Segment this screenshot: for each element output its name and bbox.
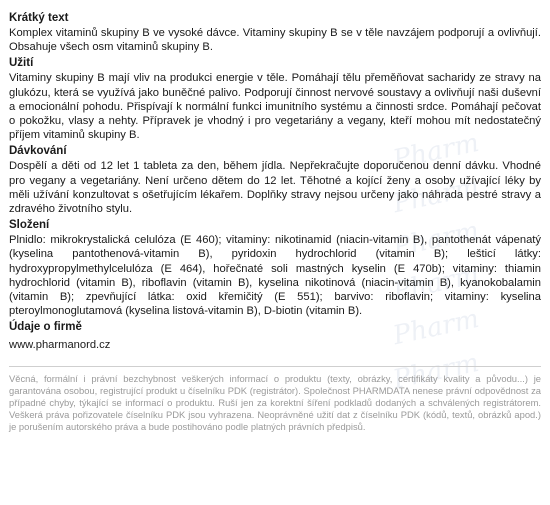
section-short-text (9, 11, 541, 54)
company-website-link[interactable]: www.pharmanord.cz (9, 339, 111, 352)
section-company (9, 320, 541, 352)
section-body: Komplex vitaminů skupiny B ve vysoké dávce. Vitaminy skupiny B se v těle navzájem podporují a ovlivňují. Obsahuje všech osm vitaminů skupiny B. (9, 27, 541, 54)
product-info (9, 11, 541, 433)
section-heading: Krátký text (9, 12, 69, 24)
section-body: Vitaminy skupiny B mají vliv na produkci energie v těle. Pomáhají tělu přeměňovat sacharidy ze stravy na glukózu, která se využívá jako buněčné palivo. Podporují činnost nervové soustavy a ovlivňují naši duševní a emocionální pohodu. Přispívají k normální funkci imunitního systému a činnosti srdce. Pomáhají pečovat o pokožku, vlasy a nehty. Přípravek je vhodný i pro vegetariány a vegany, kteří mohou mít nedostatečný příjem vitaminů skupiny B. (9, 72, 541, 142)
disclaimer-text: Věcná, formální i právní bezchybnost veškerých informací o produktu (texty, obrázky, certifikáty kvality a původu...) je garantována osobou, registrující produkt u číselníku PDK (registrátor). Společnost PHARMDATA nenese právní odpovědnost za případné chyby, týkající se informací o produktu. Ruší jen za korektní šíření podkladů dodaných a schválených registrátorem. Veškerá práva pořizovatele číselníku PDK jsou vyhrazena. Neoprávněné užití dat z číselníku PDK (kódů, textů, obrázků apod.) je porušením autorského práva a bude postihováno podle platných právních předpisů. (9, 372, 541, 432)
section-body: Plnidlo: mikrokrystalická celulóza (E 460); vitaminy: nikotinamid (niacin-vitamin B), pantothenát vápenatý (kyselina pantothenová-vitamin B), pyridoxin hydrochlorid (vitamin B); lešticí látky: hydroxypropylmethylcelulóza (E 464), hořečnaté soli mastných kyselin (E 470b); vitaminy: thiamin hydrochlorid (vitamin B), riboflavin (vitamin B), kyselina nikotinová (niacin-vitamin B), kyanokobalamin (vitamin B); zpevňující látka: oxid křemičitý (E 551); barvivo: riboflavin; vitaminy: kyselina pteroylmonoglutamová (kyselina listová-vitamin B), D-biotin (vitamin B). (9, 234, 541, 318)
section-usage (9, 56, 541, 142)
section-dosage (9, 144, 541, 216)
watermark-text: Pharm (390, 259, 482, 308)
watermark-text: Pharm (390, 347, 482, 396)
watermark-text: Pharm (390, 215, 482, 264)
watermark-text: Pharm (390, 171, 482, 220)
section-heading: Dávkování (9, 145, 67, 158)
divider (9, 366, 541, 367)
section-heading: Složení (9, 219, 50, 232)
section-composition (9, 218, 541, 318)
watermark-text: Pharm (390, 303, 482, 352)
section-heading: Užití (9, 57, 34, 70)
watermark-text: Pharm (390, 127, 482, 176)
section-body: Dospělí a děti od 12 let 1 tableta za den, během jídla. Nepřekračujte doporučenou denní dávku. Vhodné pro vegany a vegetariány. Není určeno dětem do 12 let. Těhotné a kojící ženy a osoby užívající léky by měli užívání konzultovat s ošetřujícím lékařem. Doplňky stravy nejsou určeny jako náhrada pestré stravy a zdravého životního stylu. (9, 160, 541, 216)
section-heading: Údaje o firmě (9, 321, 82, 334)
